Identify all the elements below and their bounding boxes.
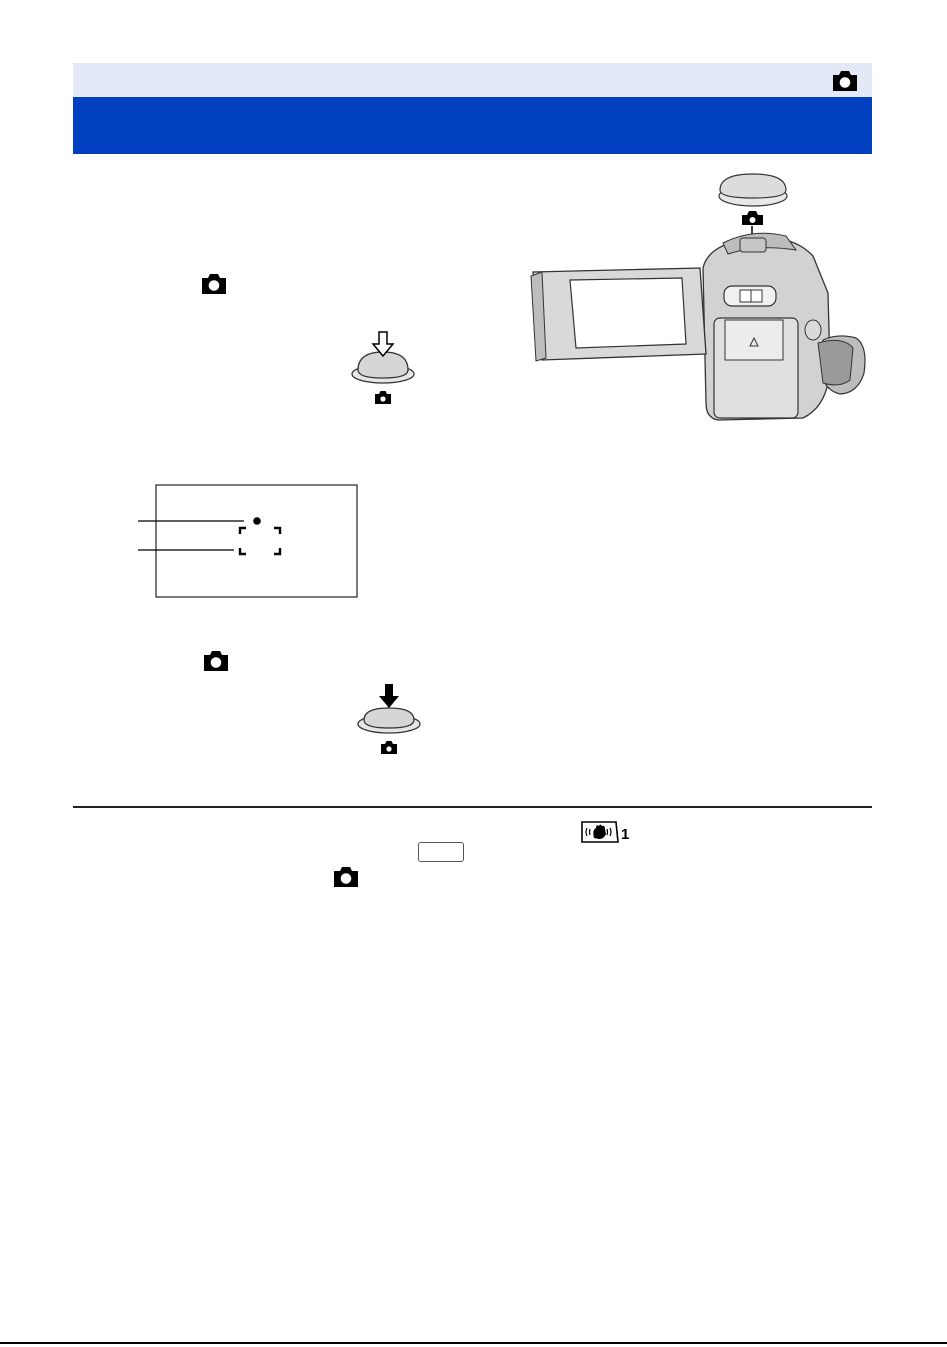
step-camera-icon — [202, 650, 230, 672]
page-bottom-rule — [0, 1342, 947, 1344]
shutter-button-full-press-icon — [356, 682, 422, 758]
camera-icon — [332, 866, 360, 888]
header-band — [73, 63, 872, 97]
camera-icon — [831, 70, 859, 92]
menu-button-icon — [418, 842, 464, 862]
focus-indicator-diagram — [136, 484, 360, 600]
focus-indicator-dot — [253, 517, 261, 525]
camcorder-illustration — [528, 168, 870, 426]
image-stabilizer-icon — [580, 820, 620, 844]
shutter-button-half-press-icon — [350, 330, 416, 406]
step-camera-icon — [200, 273, 228, 295]
section-divider — [73, 806, 872, 808]
stabilizer-badge-number: 1 — [621, 826, 630, 843]
title-band — [73, 97, 872, 154]
